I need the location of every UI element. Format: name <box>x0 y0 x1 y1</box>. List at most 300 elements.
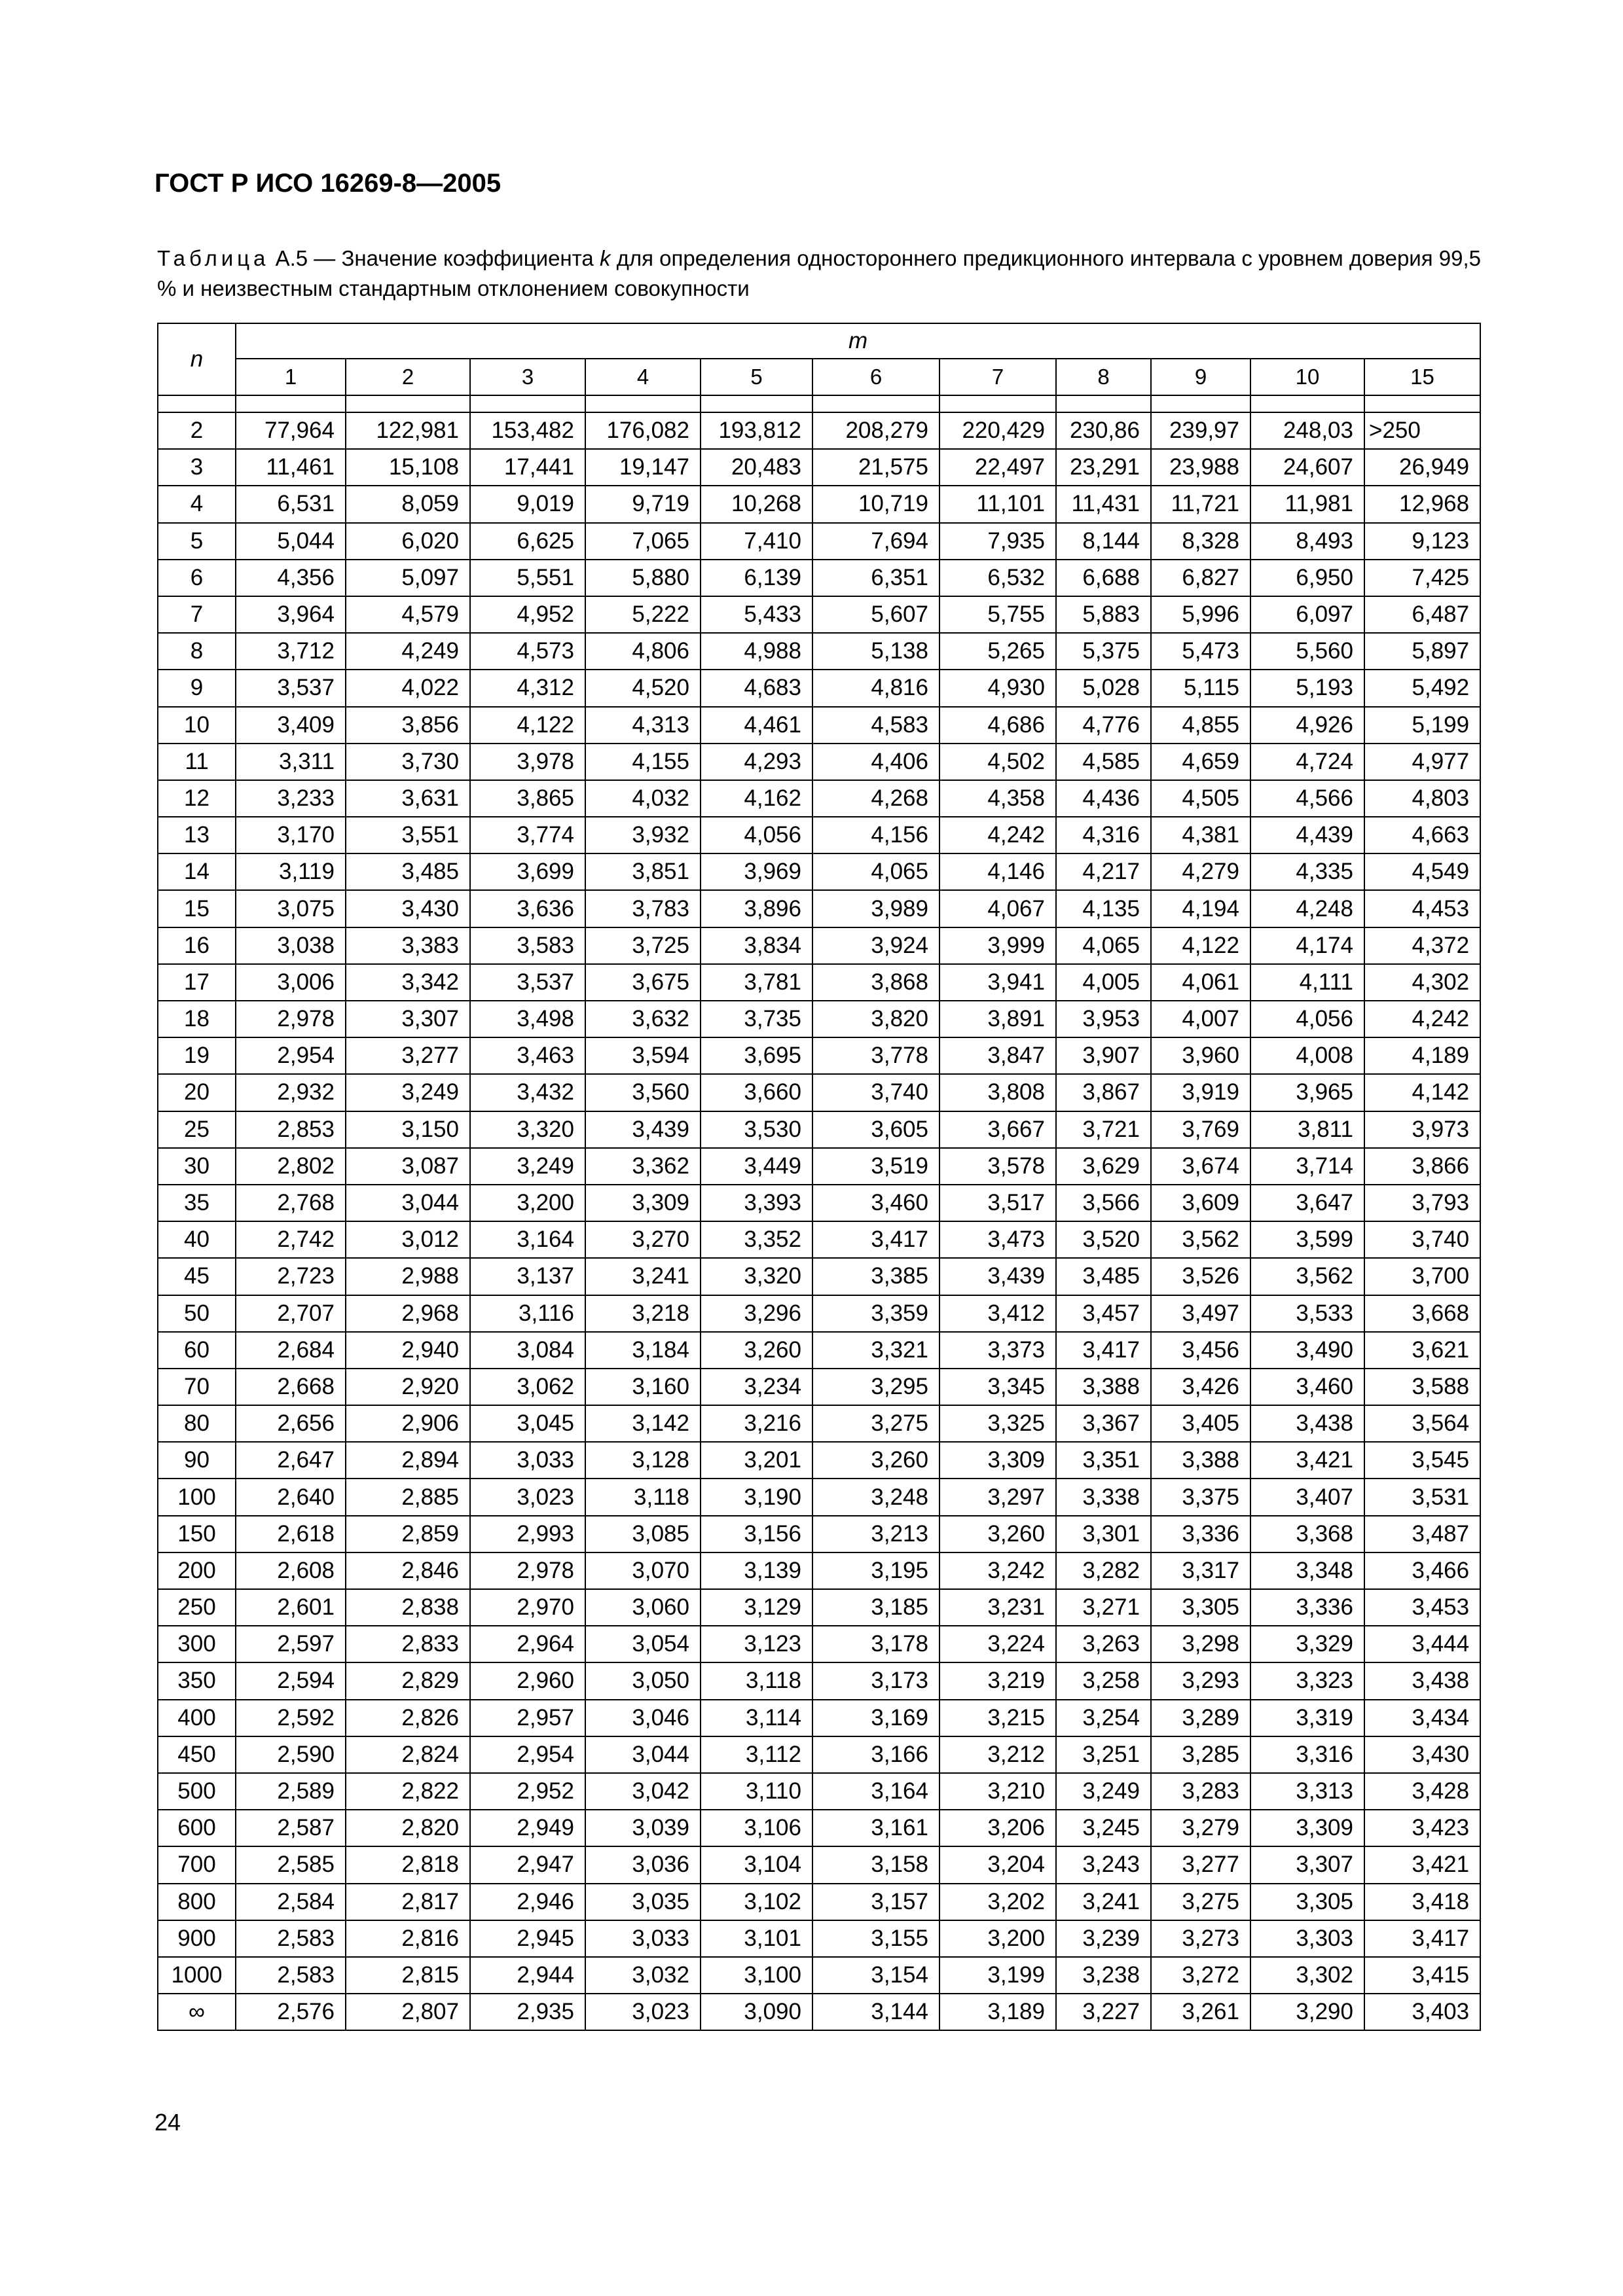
k-value-cell: 3,227 <box>1056 1994 1151 2030</box>
k-value-cell: 2,589 <box>236 1773 346 1810</box>
k-value-cell: 3,233 <box>236 780 346 817</box>
k-value-cell: 239,97 <box>1151 412 1250 449</box>
n-value-cell: 700 <box>158 1846 236 1883</box>
k-value-cell: 3,075 <box>236 890 346 927</box>
k-value-cell: 7,694 <box>812 523 939 560</box>
n-value-cell: 400 <box>158 1700 236 1736</box>
k-value-cell: 3,295 <box>812 1369 939 1405</box>
table-row <box>158 964 1480 1001</box>
k-value-cell: 3,275 <box>1151 1884 1250 1920</box>
k-value-cell: >250 <box>1364 412 1480 449</box>
n-value-cell: 600 <box>158 1810 236 1846</box>
k-value-cell: 3,218 <box>585 1295 701 1332</box>
k-value-cell: 3,434 <box>1364 1700 1480 1736</box>
k-value-cell: 3,305 <box>1151 1589 1250 1626</box>
k-value-cell: 3,329 <box>1250 1626 1364 1662</box>
m-values-row <box>158 359 1480 395</box>
k-value-cell: 2,768 <box>236 1185 346 1221</box>
gap-cell <box>585 395 701 412</box>
table-row <box>158 1479 1480 1515</box>
k-value-cell: 3,087 <box>346 1148 470 1185</box>
k-value-cell: 3,530 <box>701 1111 812 1148</box>
k-value-cell: 4,302 <box>1364 964 1480 1001</box>
k-value-cell: 3,348 <box>1250 1552 1364 1589</box>
k-value-cell: 2,585 <box>236 1846 346 1883</box>
k-value-cell: 15,108 <box>346 449 470 486</box>
k-value-cell: 3,520 <box>1056 1221 1151 1258</box>
k-value-cell: 11,721 <box>1151 486 1250 522</box>
k-value-cell: 3,234 <box>701 1369 812 1405</box>
k-value-cell: 3,216 <box>701 1405 812 1442</box>
k-value-cell: 3,137 <box>470 1258 585 1295</box>
table-row <box>158 744 1480 780</box>
k-value-cell: 3,453 <box>1364 1589 1480 1626</box>
k-value-cell: 10,268 <box>701 486 812 522</box>
k-value-cell: 3,423 <box>1364 1810 1480 1846</box>
k-value-cell: 3,867 <box>1056 1074 1151 1111</box>
k-value-cell: 5,607 <box>812 596 939 633</box>
k-value-cell: 3,302 <box>1250 1957 1364 1994</box>
table-row <box>158 560 1480 596</box>
k-value-cell: 4,406 <box>812 744 939 780</box>
table-row <box>158 1920 1480 1957</box>
m-value-header: 5 <box>701 359 812 395</box>
k-value-cell: 2,820 <box>346 1810 470 1846</box>
k-value-cell: 3,189 <box>939 1994 1056 2030</box>
k-value-cell: 3,045 <box>470 1405 585 1442</box>
k-value-cell: 3,290 <box>1250 1994 1364 2030</box>
k-value-cell: 3,160 <box>585 1369 701 1405</box>
k-value-cell: 4,683 <box>701 670 812 706</box>
k-value-cell: 3,085 <box>585 1516 701 1552</box>
k-value-cell: 3,403 <box>1364 1994 1480 2030</box>
k-value-cell: 3,428 <box>1364 1773 1480 1810</box>
k-value-cell: 6,688 <box>1056 560 1151 596</box>
k-value-cell: 3,161 <box>812 1810 939 1846</box>
k-value-cell: 3,439 <box>939 1258 1056 1295</box>
k-value-cell: 3,245 <box>1056 1810 1151 1846</box>
k-value-cell: 3,699 <box>470 853 585 890</box>
k-value-cell: 3,362 <box>585 1148 701 1185</box>
k-value-cell: 3,783 <box>585 890 701 927</box>
k-value-cell: 3,417 <box>1364 1920 1480 1957</box>
k-value-cell: 4,566 <box>1250 780 1364 817</box>
k-value-cell: 3,351 <box>1056 1442 1151 1479</box>
table-row <box>158 1442 1480 1479</box>
k-value-cell: 12,968 <box>1364 486 1480 522</box>
k-value-cell: 3,463 <box>470 1037 585 1074</box>
n-value-cell: 11 <box>158 744 236 780</box>
k-value-cell: 3,407 <box>1250 1479 1364 1515</box>
k-value-cell: 5,222 <box>585 596 701 633</box>
k-value-cell: 3,674 <box>1151 1148 1250 1185</box>
k-value-cell: 3,038 <box>236 927 346 964</box>
table-row <box>158 1589 1480 1626</box>
k-value-cell: 2,945 <box>470 1920 585 1957</box>
k-value-cell: 4,316 <box>1056 817 1151 853</box>
k-value-cell: 3,090 <box>701 1994 812 2030</box>
k-value-cell: 3,249 <box>346 1074 470 1111</box>
k-value-cell: 4,142 <box>1364 1074 1480 1111</box>
k-value-cell: 9,123 <box>1364 523 1480 560</box>
k-value-cell: 4,111 <box>1250 964 1364 1001</box>
table-row <box>158 1994 1480 2030</box>
k-value-cell: 3,046 <box>585 1700 701 1736</box>
k-value-cell: 3,545 <box>1364 1442 1480 1479</box>
n-value-cell: 12 <box>158 780 236 817</box>
k-value-cell: 4,520 <box>585 670 701 706</box>
k-value-cell: 3,778 <box>812 1037 939 1074</box>
k-value-cell: 3,907 <box>1056 1037 1151 1074</box>
k-value-cell: 3,224 <box>939 1626 1056 1662</box>
k-value-cell: 77,964 <box>236 412 346 449</box>
k-value-cell: 5,551 <box>470 560 585 596</box>
k-value-cell: 4,156 <box>812 817 939 853</box>
k-value-cell: 4,381 <box>1151 817 1250 853</box>
k-value-cell: 2,885 <box>346 1479 470 1515</box>
k-value-cell: 3,118 <box>701 1662 812 1699</box>
k-value-cell: 6,139 <box>701 560 812 596</box>
k-value-cell: 3,169 <box>812 1700 939 1736</box>
k-value-cell: 7,935 <box>939 523 1056 560</box>
k-value-cell: 3,865 <box>470 780 585 817</box>
k-value-cell: 3,258 <box>1056 1662 1151 1699</box>
k-value-cell: 5,492 <box>1364 670 1480 706</box>
k-value-cell: 3,200 <box>470 1185 585 1221</box>
k-value-cell: 3,213 <box>812 1516 939 1552</box>
k-value-cell: 3,316 <box>1250 1736 1364 1773</box>
k-value-cell: 5,433 <box>701 596 812 633</box>
k-value-cell: 4,372 <box>1364 927 1480 964</box>
m-value-header: 7 <box>939 359 1056 395</box>
n-value-cell: 14 <box>158 853 236 890</box>
k-value-cell: 3,114 <box>701 1700 812 1736</box>
k-value-cell: 5,996 <box>1151 596 1250 633</box>
k-value-cell: 3,393 <box>701 1185 812 1221</box>
k-value-cell: 3,735 <box>701 1001 812 1037</box>
k-value-cell: 5,473 <box>1151 633 1250 670</box>
k-value-cell: 3,118 <box>585 1479 701 1515</box>
k-value-cell: 7,065 <box>585 523 701 560</box>
k-value-cell: 3,212 <box>939 1736 1056 1773</box>
k-value-cell: 3,275 <box>812 1405 939 1442</box>
k-value-cell: 3,960 <box>1151 1037 1250 1074</box>
k-value-cell: 3,368 <box>1250 1516 1364 1552</box>
k-value-cell: 3,359 <box>812 1295 939 1332</box>
k-value-cell: 2,587 <box>236 1810 346 1846</box>
k-value-cell: 3,891 <box>939 1001 1056 1037</box>
n-value-cell: 500 <box>158 1773 236 1810</box>
k-value-cell: 9,019 <box>470 486 585 522</box>
k-value-cell: 8,059 <box>346 486 470 522</box>
k-value-cell: 3,629 <box>1056 1148 1151 1185</box>
k-value-cell: 3,924 <box>812 927 939 964</box>
k-value-cell: 3,178 <box>812 1626 939 1662</box>
k-value-cell: 3,834 <box>701 927 812 964</box>
n-value-cell: 20 <box>158 1074 236 1111</box>
k-value-cell: 4,663 <box>1364 817 1480 853</box>
k-value-cell: 2,597 <box>236 1626 346 1662</box>
k-value-cell: 3,119 <box>236 853 346 890</box>
page-number: 24 <box>155 2109 181 2136</box>
k-value-cell: 3,449 <box>701 1148 812 1185</box>
k-value-cell: 4,977 <box>1364 744 1480 780</box>
table-row <box>158 523 1480 560</box>
k-value-cell: 3,487 <box>1364 1516 1480 1552</box>
k-value-cell: 3,260 <box>701 1332 812 1369</box>
table-row <box>158 1332 1480 1369</box>
k-value-cell: 3,456 <box>1151 1332 1250 1369</box>
k-value-cell: 2,684 <box>236 1332 346 1369</box>
k-value-cell: 3,301 <box>1056 1516 1151 1552</box>
k-value-cell: 3,562 <box>1250 1258 1364 1295</box>
n-value-cell: 50 <box>158 1295 236 1332</box>
table-row <box>158 1111 1480 1148</box>
k-value-cell: 4,146 <box>939 853 1056 890</box>
k-value-cell: 3,249 <box>470 1148 585 1185</box>
n-value-cell: 450 <box>158 1736 236 1773</box>
k-value-cell: 3,647 <box>1250 1185 1364 1221</box>
k-value-cell: 3,249 <box>1056 1773 1151 1810</box>
table-row <box>158 707 1480 744</box>
k-value-cell: 3,035 <box>585 1884 701 1920</box>
k-value-cell: 2,853 <box>236 1111 346 1148</box>
k-value-cell: 2,846 <box>346 1552 470 1589</box>
k-value-cell: 2,618 <box>236 1516 346 1552</box>
k-value-cell: 3,919 <box>1151 1074 1250 1111</box>
k-value-cell: 3,352 <box>701 1221 812 1258</box>
k-value-cell: 5,097 <box>346 560 470 596</box>
k-value-cell: 2,954 <box>470 1736 585 1773</box>
k-value-cell: 3,430 <box>1364 1736 1480 1773</box>
k-value-cell: 5,193 <box>1250 670 1364 706</box>
k-value-cell: 3,201 <box>701 1442 812 1479</box>
table-row <box>158 853 1480 890</box>
k-value-cell: 2,802 <box>236 1148 346 1185</box>
k-value-cell: 3,969 <box>701 853 812 890</box>
k-value-cell: 4,056 <box>1250 1001 1364 1037</box>
k-value-cell: 3,023 <box>585 1994 701 2030</box>
k-value-cell: 4,724 <box>1250 744 1364 780</box>
table-row <box>158 1516 1480 1552</box>
k-value-cell: 3,309 <box>1250 1810 1364 1846</box>
k-value-cell: 3,195 <box>812 1552 939 1589</box>
k-value-cell: 5,897 <box>1364 633 1480 670</box>
k-value-cell: 3,309 <box>939 1442 1056 1479</box>
k-value-cell: 3,375 <box>1151 1479 1250 1515</box>
table-row <box>158 1295 1480 1332</box>
k-value-cell: 2,824 <box>346 1736 470 1773</box>
n-value-cell: 100 <box>158 1479 236 1515</box>
m-value-header: 9 <box>1151 359 1250 395</box>
k-value-cell: 3,238 <box>1056 1957 1151 1994</box>
n-value-cell: 40 <box>158 1221 236 1258</box>
table-row <box>158 817 1480 853</box>
k-value-cell: 3,345 <box>939 1369 1056 1405</box>
table-row <box>158 412 1480 449</box>
k-value-cell: 3,164 <box>812 1773 939 1810</box>
table-row <box>158 1001 1480 1037</box>
k-value-cell: 3,012 <box>346 1221 470 1258</box>
k-value-cell: 3,260 <box>812 1442 939 1479</box>
m-value-header: 3 <box>470 359 585 395</box>
k-value-cell: 3,769 <box>1151 1111 1250 1148</box>
k-value-cell: 4,573 <box>470 633 585 670</box>
k-value-cell: 2,647 <box>236 1442 346 1479</box>
caption-k-symbol: k <box>599 246 611 270</box>
k-value-cell: 3,941 <box>939 964 1056 1001</box>
k-value-cell: 3,566 <box>1056 1185 1151 1221</box>
k-value-cell: 3,473 <box>939 1221 1056 1258</box>
table-row <box>158 927 1480 964</box>
k-value-cell: 3,412 <box>939 1295 1056 1332</box>
k-value-cell: 3,964 <box>236 596 346 633</box>
k-value-cell: 3,667 <box>939 1111 1056 1148</box>
k-value-cell: 3,490 <box>1250 1332 1364 1369</box>
k-value-cell: 3,050 <box>585 1662 701 1699</box>
k-value-cell: 4,335 <box>1250 853 1364 890</box>
k-value-cell: 4,313 <box>585 707 701 744</box>
k-value-cell: 3,248 <box>812 1479 939 1515</box>
k-value-cell: 2,932 <box>236 1074 346 1111</box>
k-value-cell: 3,551 <box>346 817 470 853</box>
k-value-cell: 4,816 <box>812 670 939 706</box>
k-value-cell: 3,155 <box>812 1920 939 1957</box>
k-value-cell: 4,803 <box>1364 780 1480 817</box>
k-value-cell: 2,960 <box>470 1662 585 1699</box>
table-row <box>158 1221 1480 1258</box>
k-value-cell: 9,719 <box>585 486 701 522</box>
k-value-cell: 2,906 <box>346 1405 470 1442</box>
k-value-cell: 4,293 <box>701 744 812 780</box>
table-row <box>158 1074 1480 1111</box>
k-value-cell: 2,920 <box>346 1369 470 1405</box>
k-value-cell: 3,438 <box>1250 1405 1364 1442</box>
k-value-cell: 4,461 <box>701 707 812 744</box>
k-value-cell: 2,656 <box>236 1405 346 1442</box>
k-value-cell: 5,880 <box>585 560 701 596</box>
k-value-cell: 2,707 <box>236 1295 346 1332</box>
k-value-cell: 20,483 <box>701 449 812 486</box>
k-value-cell: 3,578 <box>939 1148 1056 1185</box>
k-value-cell: 2,807 <box>346 1994 470 2030</box>
k-value-cell: 3,675 <box>585 964 701 1001</box>
k-value-cell: 2,952 <box>470 1773 585 1810</box>
k-value-cell: 5,138 <box>812 633 939 670</box>
k-value-cell: 3,320 <box>701 1258 812 1295</box>
k-value-cell: 3,297 <box>939 1479 1056 1515</box>
k-value-cell: 3,457 <box>1056 1295 1151 1332</box>
k-value-cell: 3,273 <box>1151 1920 1250 1957</box>
k-value-cell: 3,432 <box>470 1074 585 1111</box>
k-value-cell: 2,993 <box>470 1516 585 1552</box>
k-value-cell: 4,279 <box>1151 853 1250 890</box>
table-row <box>158 1736 1480 1773</box>
k-value-cell: 3,847 <box>939 1037 1056 1074</box>
k-value-cell: 3,740 <box>1364 1221 1480 1258</box>
k-value-cell: 4,022 <box>346 670 470 706</box>
k-value-cell: 5,375 <box>1056 633 1151 670</box>
k-value-cell: 3,808 <box>939 1074 1056 1111</box>
k-value-cell: 3,150 <box>346 1111 470 1148</box>
k-value-cell: 3,485 <box>346 853 470 890</box>
k-value-cell: 17,441 <box>470 449 585 486</box>
document-header: ГОСТ Р ИСО 16269-8—2005 <box>155 169 501 198</box>
k-value-cell: 2,584 <box>236 1884 346 1920</box>
k-value-cell: 3,128 <box>585 1442 701 1479</box>
k-value-cell: 3,426 <box>1151 1369 1250 1405</box>
n-value-cell: 80 <box>158 1405 236 1442</box>
table-row <box>158 1846 1480 1883</box>
k-value-cell: 3,605 <box>812 1111 939 1148</box>
k-value-cell: 4,007 <box>1151 1001 1250 1037</box>
gap-cell <box>470 395 585 412</box>
k-value-cell: 3,660 <box>701 1074 812 1111</box>
k-value-cell: 208,279 <box>812 412 939 449</box>
k-value-cell: 3,062 <box>470 1369 585 1405</box>
k-value-cell: 3,609 <box>1151 1185 1250 1221</box>
k-value-cell: 5,115 <box>1151 670 1250 706</box>
k-value-cell: 3,336 <box>1250 1589 1364 1626</box>
k-value-cell: 3,254 <box>1056 1700 1151 1736</box>
k-value-cell: 2,970 <box>470 1589 585 1626</box>
k-value-cell: 3,388 <box>1056 1369 1151 1405</box>
m-value-header: 6 <box>812 359 939 395</box>
k-value-cell: 5,265 <box>939 633 1056 670</box>
k-value-cell: 4,439 <box>1250 817 1364 853</box>
k-value-cell: 3,044 <box>585 1736 701 1773</box>
k-value-cell: 3,044 <box>346 1185 470 1221</box>
k-value-cell: 3,631 <box>346 780 470 817</box>
n-value-cell: 17 <box>158 964 236 1001</box>
k-value-cell: 3,104 <box>701 1846 812 1883</box>
k-value-cell: 3,321 <box>812 1332 939 1369</box>
header-gap-row <box>158 395 1480 412</box>
k-value-cell: 4,549 <box>1364 853 1480 890</box>
k-value-cell: 4,806 <box>585 633 701 670</box>
k-value-cell: 3,519 <box>812 1148 939 1185</box>
gap-cell <box>236 395 346 412</box>
k-value-cell: 4,248 <box>1250 890 1364 927</box>
caption-text: для определения одностороннего предикционного интервала с уровнем доверия 99,5 % и неизвестным стандартным отклонением совокупности <box>157 246 1482 300</box>
k-value-cell: 3,973 <box>1364 1111 1480 1148</box>
m-value-header: 1 <box>236 359 346 395</box>
k-value-cell: 3,323 <box>1250 1662 1364 1699</box>
n-value-cell: 300 <box>158 1626 236 1662</box>
k-value-cell: 3,438 <box>1364 1662 1480 1699</box>
table-row <box>158 596 1480 633</box>
k-coefficient-table <box>157 323 1481 2031</box>
k-value-cell: 3,460 <box>1250 1369 1364 1405</box>
n-value-cell: 150 <box>158 1516 236 1552</box>
k-value-cell: 3,210 <box>939 1773 1056 1810</box>
table-row <box>158 1185 1480 1221</box>
k-value-cell: 3,042 <box>585 1773 701 1810</box>
k-value-cell: 6,487 <box>1364 596 1480 633</box>
k-value-cell: 26,949 <box>1364 449 1480 486</box>
k-value-cell: 3,283 <box>1151 1773 1250 1810</box>
k-value-cell: 3,123 <box>701 1626 812 1662</box>
k-value-cell: 3,060 <box>585 1589 701 1626</box>
table-row <box>158 670 1480 706</box>
m-value-header: 8 <box>1056 359 1151 395</box>
k-value-cell: 3,116 <box>470 1295 585 1332</box>
k-value-cell: 4,312 <box>470 670 585 706</box>
k-value-cell: 3,272 <box>1151 1957 1250 1994</box>
k-value-cell: 21,575 <box>812 449 939 486</box>
k-value-cell: 4,583 <box>812 707 939 744</box>
k-value-cell: 3,444 <box>1364 1626 1480 1662</box>
